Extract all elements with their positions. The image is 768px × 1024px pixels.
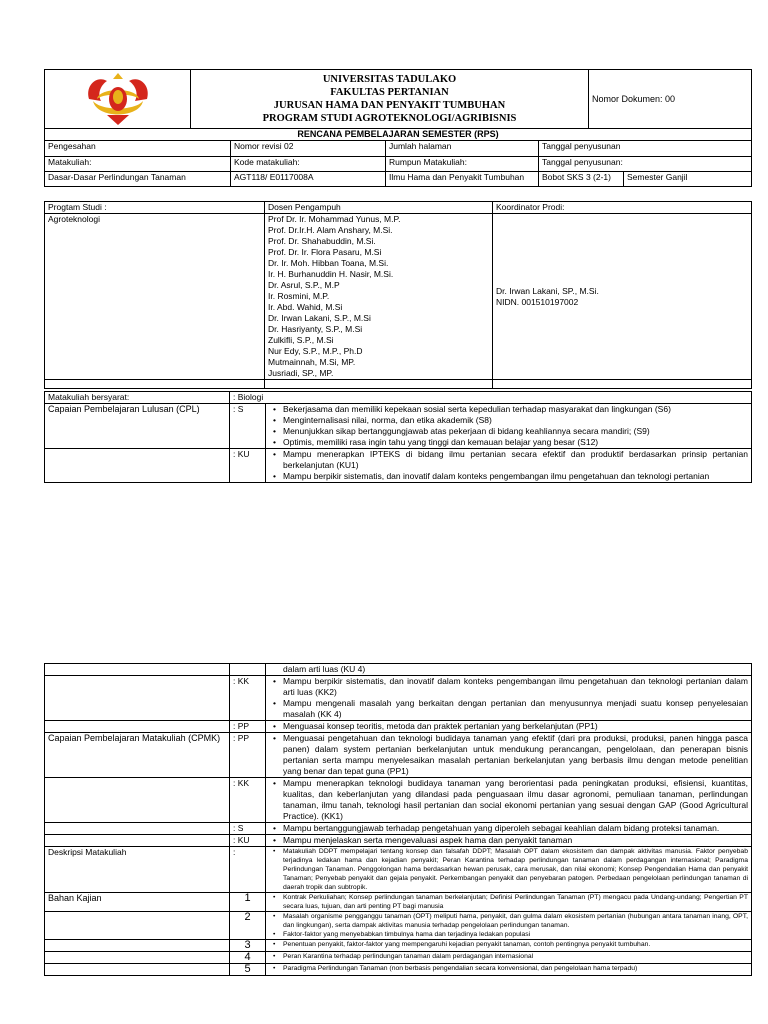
info-pengesahan: Pengesahan (45, 141, 231, 157)
lecturer-item: Dr. Asrul, S.P., M.P (268, 280, 340, 290)
continued-text: dalam arti luas (KU 4) (283, 664, 366, 674)
list-item: • Menguasai pengetahuan dan teknologi budidaya tanaman yang efektif (dari pra produksi, produksi, panen hingga pasca panen) dalam system pertanian berkelanjutan untuk mendukung perancangan, pengelolaan, dan penerapan bisnis pertanian serta mampu menyelesaikan masalah pertanian berkelanjutan yang berbasis ilmu dengan metode penelitian yang benar dan tepat guna (PP1) (283, 733, 748, 777)
pp-code: : PP (230, 721, 266, 733)
bahan-cell-4 (266, 952, 752, 964)
list-item: • Optimis, memiliki rasa ingin tahu yang tinggi dan kemauan belajar yang besar (S12) (283, 437, 748, 448)
bahan-cell-5 (266, 964, 752, 976)
university-title (191, 70, 589, 129)
info-matakuliah-label: Matakuliah: (45, 157, 231, 172)
tadulako-logo-icon (83, 71, 153, 127)
lecturer-item: Jusriadi, SP., MP. (268, 368, 334, 378)
list-item: • Masalah organisme pengganggu tanaman (OPT) meliputi hama, penyakit, dan gulma dalam ekosistem pertanian (hubungan antara tanaman inang, OPT, dan lingkungan), serta dampak aktivitas manusia terhadap pengelolaan perlindungan tanaman. (283, 912, 748, 930)
list-item: • Mampu berpikir sistematis, dan inovatif dalam konteks pengembangan ilmu pengetahuan dan teknologi pertanian dalam arti luas (KK2) (283, 676, 748, 698)
prereq-value: : Biologi (230, 392, 752, 404)
desc-label: Deskripsi Matakuliah (45, 847, 230, 893)
bahan-no: 2 (230, 912, 266, 940)
bahan-empty (45, 952, 230, 964)
bahan-empty (45, 940, 230, 952)
info-tanggal-2: Tanggal penyusunan: (539, 157, 752, 172)
info-bobot: Bobot SKS 3 (2-1) (539, 172, 624, 187)
lecturer-list (265, 214, 493, 380)
cpmk-kk-empty (45, 778, 230, 823)
info-rumpun: Ilmu Hama dan Penyakit Tumbuhan (386, 172, 539, 187)
cont-code-empty (230, 664, 266, 676)
list-item: • Mampu menerapkan teknologi budidaya tanaman yang berorientasi pada peningkatan produksi, efisiensi, kuantitas, kualitas, dan keberlanjutan yang dilandasi pada penguasaan ilmu dasar agronomi, pemuliaan tanaman, perlindungan tanaman, ilmu tanah, teknologi hasil pertanian dan social ekonomi pertanian yang sesuai dengan GAP (Good Agricultural Practice). (KK1) (283, 778, 748, 822)
info-kode: AGT118/ E0117008A (231, 172, 386, 187)
list-item: • Paradigma Perlindungan Tanaman (non berbasis pengendalian secara konvensional, dan pengelolaan hama terpadu) (283, 964, 748, 973)
koordinator-nidn: NIDN. 001510197002 (496, 296, 579, 307)
document-number: Nomor Dokumen: 00 (589, 70, 752, 129)
list-item: • Bekerjasama dan memiliki kepekaan sosial serta kepedulian terhadap masyarakat dan lingkungan (S6) (283, 404, 748, 415)
document-page-2 (44, 663, 752, 976)
list-item: • Mampu menerapkan IPTEKS di bidang ilmu pertanian secara efektif dan produktif berdasarkan prinsip pertanian berkelanjutan (KU1) (283, 449, 748, 471)
list-item: • Faktor-faktor yang menyebabkan timbulnya hama dan terjadinya ledakan populasi (283, 930, 748, 939)
lecturer-item: Dr. Ir. Moh. Hibban Toana, M.Si. (268, 258, 389, 268)
kk-code: : KK (230, 676, 266, 721)
prodi-header: Progtam Studi : (45, 202, 265, 214)
list-item: • Matakuliah DDPT mempelajari tentang konsep dan falsafah DDPT; Masalah OPT dalam ekosistem dan dampak aktivitas manusia. Faktor penyebab terjadinya ledakan hama dan kejadian penyakit; Peran Karantina terhadap perlindungan tanaman dalam perdagangan internasional; Paradigma Perlindungan Tanaman. Penggolongan hama berdasarkan hewan perusak, cara merusak, dan nilai ekonomi; Konsep Pengendalian Hama dan penyakit Tanaman; Penyebab penyakit dan gejala penyakit. Perkembangan penyakit dan penyebaran patogen. Perbedaan pengelolaan perlindungan tanaman di daerah tropik dan subtropik. (283, 847, 748, 892)
bahan-label: Bahan Kajian (45, 893, 230, 912)
cpl-empty (45, 449, 230, 483)
lecturer-item: Dr. Hasriyanty, S.P., M.Si (268, 324, 363, 334)
list-item: • Penentuan penyakit, faktor-faktor yang mempengaruhi kejadian penyakit tanaman, contoh pentingnya penyakit tumbuhan. (283, 940, 748, 949)
prodi-name: Agroteknologi (45, 214, 265, 380)
lecturer-item: Ir. Rosmini, M.P. (268, 291, 330, 301)
list-item: • Menguasai konsep teoritis, metoda dan praktek pertanian yang berkelanjutan (PP1) (283, 721, 748, 732)
bahan-no: 3 (230, 940, 266, 952)
cpl-s-code: : S (230, 404, 266, 449)
lecturer-item: Zulkifli, S.P., M.Si (268, 335, 334, 345)
info-rumpun-label: Rumpun Matakuliah: (386, 157, 539, 172)
cpmk-kk-code: : KK (230, 778, 266, 823)
kk-empty (45, 676, 230, 721)
cpmk-pp-code: : PP (230, 733, 266, 778)
cpl-ku-cell (266, 449, 752, 483)
lecturer-item: Ir. Abd. Wahid, M.Si (268, 302, 343, 312)
bahan-cell-2 (266, 912, 752, 940)
info-semester: Semester Ganjil (624, 172, 752, 187)
dosen-header: Dosen Pengampuh (265, 202, 493, 214)
prereq-label: Matakuliah bersyarat: (45, 392, 230, 404)
lecturer-item: Prof Dr. Ir. Mohammad Yunus, M.P. (268, 214, 401, 224)
cpl-label: Capaian Pembelajaran Lulusan (CPL) (45, 404, 230, 449)
list-item: • Mampu bertanggungjawab terhadap pengetahuan yang diperoleh sebagai keahlian dalam bidang proteksi tanaman. (283, 823, 748, 834)
cpmk-pp-cell (266, 733, 752, 778)
prodi-table (44, 201, 752, 389)
header-line-2: FAKULTAS PERTANIAN (330, 87, 449, 98)
cont-cell (266, 664, 752, 676)
cpmk-s-cell (266, 823, 752, 835)
header-line-4: PROGRAM STUDI AGROTEKNOLOGI/AGRIBISNIS (262, 113, 517, 124)
bahan-no: 1 (230, 893, 266, 912)
lecturer-item: Dr. Irwan Lakani, S.P., M.Si (268, 313, 371, 323)
bahan-cell-3 (266, 940, 752, 952)
koordinator-name: Dr. Irwan Lakani, SP., M.Si. (496, 285, 599, 296)
lecturer-item: Ir. H. Burhanuddin H. Nasir, M.Si. (268, 269, 394, 279)
pp-empty (45, 721, 230, 733)
rps-title: RENCANA PEMBELAJARAN SEMESTER (RPS) (45, 129, 752, 141)
list-item: • Mampu menjelaskan serta mengevaluasi aspek hama dan penyakit tanaman (283, 835, 748, 846)
document-page-1 (44, 69, 752, 483)
list-item: • Menunjukkan sikap bertanggungjawab atas pekerjaan di bidang keahliannya secara mandiri; (S9) (283, 426, 748, 437)
bahan-no: 5 (230, 964, 266, 976)
lecturer-item: Mutmainnah, M.Si, MP. (268, 357, 356, 367)
bahan-no: 4 (230, 952, 266, 964)
koordinator-cell (493, 214, 752, 380)
list-item: • Mampu mengenali masalah yang berkaitan dengan pertanian dan menyusunnya menjadi suatu konsep penyelesaian masalah (KK 4) (283, 698, 748, 720)
lecturer-item: Prof. Dr. Ir. Flora Pasaru, M.Si (268, 247, 382, 257)
header-line-3: JURUSAN HAMA DAN PENYAKIT TUMBUHAN (273, 100, 506, 111)
cpmk-table (44, 663, 752, 976)
desc-cell (266, 847, 752, 893)
cpmk-label: Capaian Pembelajaran Matakuliah (CPMK) (45, 733, 230, 778)
cpl-s-cell (266, 404, 752, 449)
cpmk-s-empty (45, 823, 230, 835)
header-line-1: UNIVERSITAS TADULAKO (322, 74, 457, 85)
logo-cell (45, 70, 191, 129)
pp-cell (266, 721, 752, 733)
list-item: • Mampu berpikir sistematis, dan inovatif dalam konteks pengembangan ilmu pengetahuan dan teknologi pertanian (283, 471, 748, 482)
cont-empty (45, 664, 230, 676)
bahan-cell-1 (266, 893, 752, 912)
list-item: • Peran Karantina terhadap perlindungan tanaman dalam perdagangan internasional (283, 952, 748, 961)
info-table (44, 140, 752, 187)
bahan-empty (45, 964, 230, 976)
lecturer-item: Prof. Dr.Ir.H. Alam Anshary, M.Si. (268, 225, 393, 235)
header-table (44, 69, 752, 141)
bahan-empty (45, 912, 230, 940)
list-item: • Menginternalisasi nilai, norma, dan etika akademik (S8) (283, 415, 748, 426)
desc-colon: : (230, 847, 266, 893)
cpmk-kk-cell (266, 778, 752, 823)
info-revisi: Nomor revisi 02 (231, 141, 386, 157)
info-matakuliah: Dasar-Dasar Perlindungan Tanaman (45, 172, 231, 187)
lecturer-item: Nur Edy, S.P., M.P., Ph.D (268, 346, 363, 356)
koordinator-header: Koordinator Prodi: (493, 202, 752, 214)
info-kode-label: Kode matakuliah: (231, 157, 386, 172)
lecturer-item: Prof. Dr. Shahabuddin, M.Si. (268, 236, 376, 246)
cpl-ku-code: : KU (230, 449, 266, 483)
cpmk-ku-empty (45, 835, 230, 847)
list-item: • Kontrak Perkuliahan; Konsep perlindungan tanaman berkelanjutan; Definisi Perlindungan Tanaman (PT) mengacu pada Undang-undang; Pengertian PT secara luas, tujuan, dan arti penting PT bagi manusia (283, 893, 748, 911)
kk-cell (266, 676, 752, 721)
info-jumlah-halaman: Jumlah halaman (386, 141, 539, 157)
info-tanggal-1: Tanggal penyusunan (539, 141, 752, 157)
cpmk-ku-cell (266, 835, 752, 847)
cpmk-s-code: : S (230, 823, 266, 835)
cpl-table (44, 391, 752, 483)
university-logo (45, 70, 190, 128)
cpmk-ku-code: : KU (230, 835, 266, 847)
